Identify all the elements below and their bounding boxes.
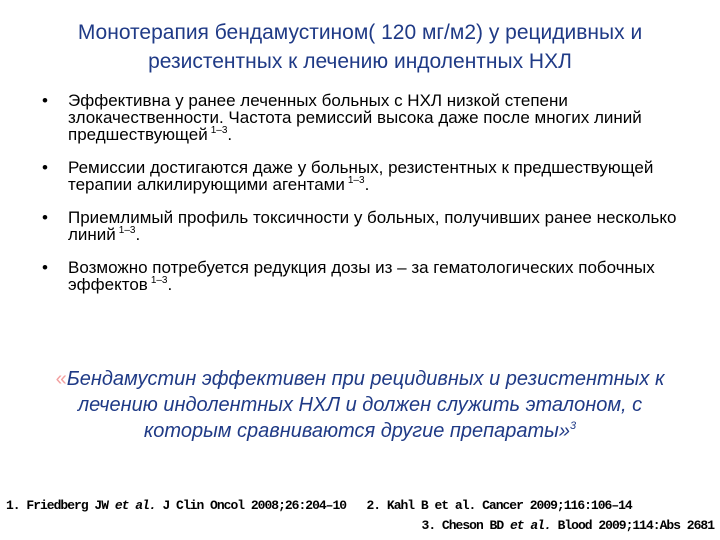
- bullet-item: [42, 92, 702, 143]
- bullet-marker: •: [42, 158, 48, 177]
- bullet-item: [42, 209, 702, 243]
- bullet-list: [42, 92, 702, 309]
- quote-open-mark: «: [55, 368, 67, 390]
- reference-3-etal: et al.: [509, 518, 551, 533]
- bullet-text: Ремиссии достигаются даже у больных, резистентных к предшествующей терапии алкилирующими агентами: [68, 158, 654, 194]
- quote-text: Бендамустин эффективен при рецидивных и резистентных к лечению индолентных НХЛ и должен служить эталоном, с которым сравниваются другие препараты»: [66, 368, 665, 442]
- bullet-item: [42, 259, 702, 293]
- bullet-end: .: [364, 175, 370, 194]
- bullet-marker: •: [42, 208, 48, 227]
- bullet-item: [42, 159, 702, 193]
- reference-3-authors: 3. Cheson BD: [421, 518, 510, 533]
- bullet-citation: 1–3: [210, 125, 228, 136]
- bullet-text: Возможно потребуется редукция дозы из – за гематологических побочных эффектов: [68, 258, 655, 294]
- bullet-text: Приемлимый профиль токсичности у больных, получивших ранее несколько линий: [68, 208, 677, 244]
- reference-1-etal: et al.: [114, 498, 156, 513]
- quote-citation: 3: [570, 420, 577, 432]
- bullet-end: .: [135, 225, 141, 244]
- reference-3-source: Blood 2009;114:Abs 2681: [550, 518, 714, 533]
- bullet-end: .: [167, 275, 173, 294]
- bullet-citation: 1–3: [347, 175, 365, 186]
- reference-2: 2. Kahl B et al. Cancer 2009;116:106–14: [366, 498, 632, 513]
- slide-title: [10, 18, 710, 76]
- references: [6, 496, 714, 536]
- reference-1-source: J Clin Oncol 2008;26:204–10: [155, 498, 347, 513]
- bullet-marker: •: [42, 258, 48, 277]
- title-line-1: Монотерапия бендамустином( 120 мг/м2) у рецидивных и: [77, 21, 643, 44]
- reference-1-authors: 1. Friedberg JW: [6, 498, 115, 513]
- bullet-citation: 1–3: [118, 225, 136, 236]
- title-line-2: резистентных к лечению индолентных НХЛ: [148, 50, 572, 73]
- references-line-1: [6, 496, 714, 516]
- conclusion-quote: [40, 366, 680, 444]
- bullet-end: .: [227, 125, 233, 144]
- bullet-text: Эффективна у ранее леченных больных с НХЛ низкой степени злокачественности. Частота ремиссий высока даже после многих линий предшествующей: [68, 91, 642, 144]
- bullet-marker: •: [42, 91, 48, 110]
- references-line-2: [6, 516, 714, 536]
- bullet-citation: 1–3: [150, 275, 168, 286]
